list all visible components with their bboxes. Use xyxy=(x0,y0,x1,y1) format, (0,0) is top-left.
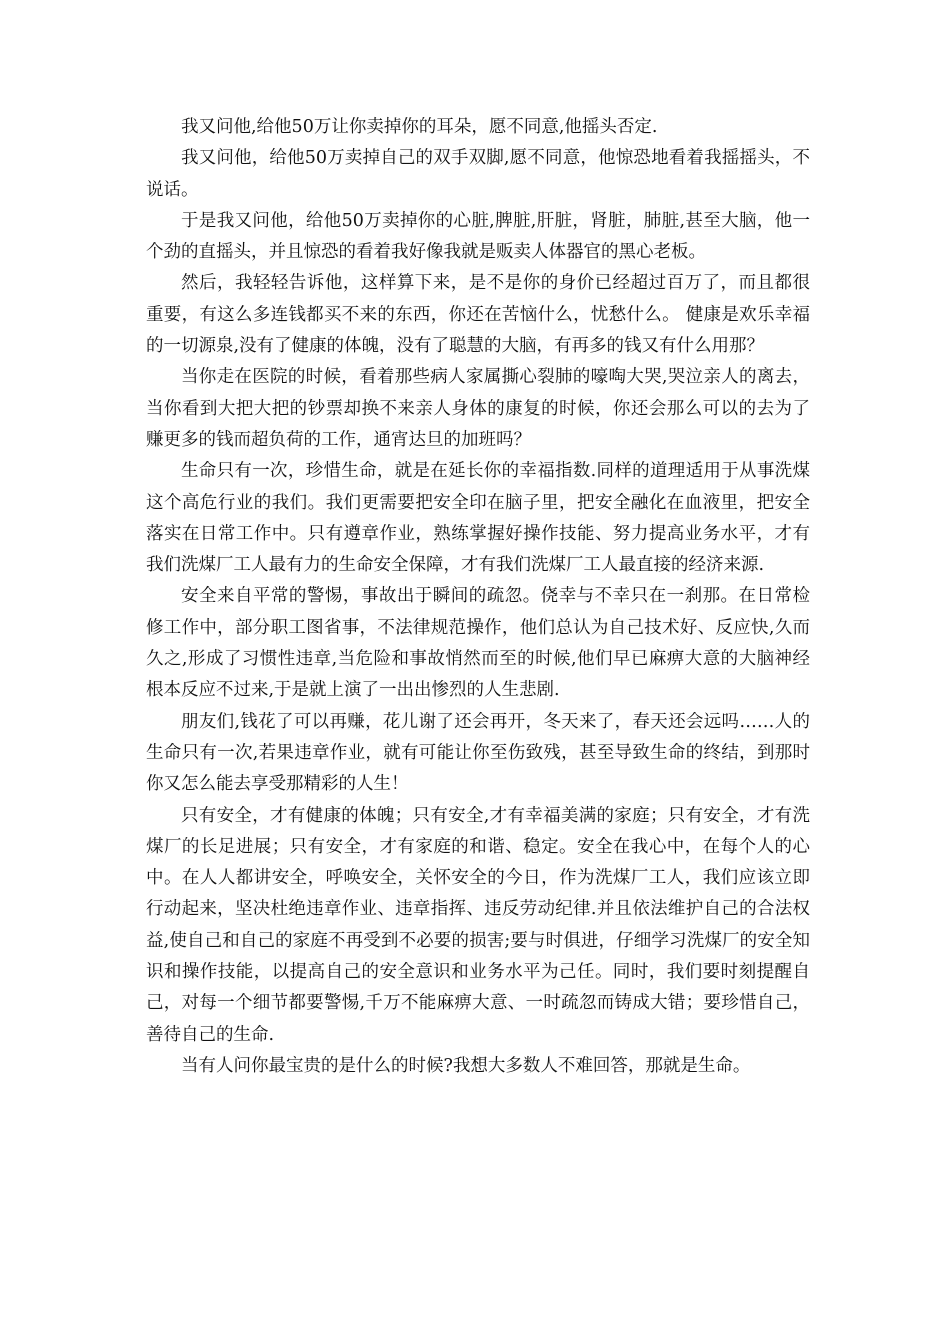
paragraph-3: 于是我又问他，给他50万卖掉你的心脏,脾脏,肝脏，肾脏，肺脏,甚至大脑，他一个劲的直摇头，并且惊恐的看着我好像我就是贩卖人体器官的黑心老板。 xyxy=(146,210,810,263)
paragraph-1: 我又问他,给他50万让你卖掉你的耳朵，愿不同意,他摇头否定. xyxy=(181,117,658,137)
paragraph-8: 朋友们,钱花了可以再赚，花儿谢了还会再开，冬天来了，春天还会远吗……人的生命只有一次,若果违章作业，就有可能让你至伤致残，甚至导致生命的终结，到那时你又怎么能去享受那精彩的人生！ xyxy=(146,711,810,795)
paragraph-5: 当你走在医院的时候，看着那些病人家属撕心裂肺的嚎啕大哭,哭泣亲人的离去，当你看到大把大把的钞票却换不来亲人身体的康复的时候，你还会那么可以的去为了赚更多的钱而超负荷的工作，通宵达旦的加班吗？ xyxy=(146,367,810,450)
paragraph-9: 只有安全，才有健康的体魄；只有安全,才有幸福美满的家庭；只有安全，才有洗煤厂的长足进展；只有安全，才有家庭的和谐、稳定。安全在我心中，在每个人的心中。在人人都讲安全，呼唤安全，关怀安全的今日，作为洗煤厂工人，我们应该立即行动起来，坚决杜绝违章作业、违章指挥、违反劳动纪律.并且依法维护自己的合法权益,使自己和自己的家庭不再受到不必要的损害;要与时俱进，仔细学习洗煤厂的安全知识和操作技能，以提高自己的安全意识和业务水平为己任。同时，我们要时刻提醒自己，对每一个细节都要警惕,千万不能麻痹大意、一时疏忽而铸成大错；要珍惜自己，善待自己的生命. xyxy=(146,805,810,1045)
document-body xyxy=(146,112,810,1082)
paragraph-4: 然后，我轻轻告诉他，这样算下来，是不是你的身价已经超过百万了，而且都很重要，有这么多连钱都买不来的东西，你还在苦恼什么，忧愁什么。 健康是欢乐幸福的一切源泉,没有了健康的体魄，没有了聪慧的大脑，有再多的钱又有什么用那？ xyxy=(146,273,810,357)
paragraph-6: 生命只有一次，珍惜生命，就是在延长你的幸福指数.同样的道理适用于从事洗煤这个高危行业的我们。我们更需要把安全印在脑子里，把安全融化在血液里，把安全落实在日常工作中。只有遵章作业，熟练掌握好操作技能、努力提高业务水平，才有我们洗煤厂工人最有力的生命安全保障，才有我们洗煤厂工人最直接的经济来源. xyxy=(146,461,810,576)
paragraph-7: 安全来自平常的警惕，事故出于瞬间的疏忽。侥幸与不幸只在一刹那。在日常检修工作中，部分职工图省事，不法律规范操作，他们总认为自己技术好、反应快,久而久之,形成了习惯性违章,当危险和事故悄然而至的时候,他们早已麻痹大意的大脑神经根本反应不过来,于是就上演了一出出惨烈的人生悲剧. xyxy=(146,586,810,701)
paragraph-2: 我又问他，给他50万卖掉自己的双手双脚,愿不同意，他惊恐地看着我摇摇头，不说话。 xyxy=(146,148,810,200)
paragraph-10: 当有人问你最宝贵的是什么的时候?我想大多数人不难回答，那就是生命。 xyxy=(181,1055,751,1076)
